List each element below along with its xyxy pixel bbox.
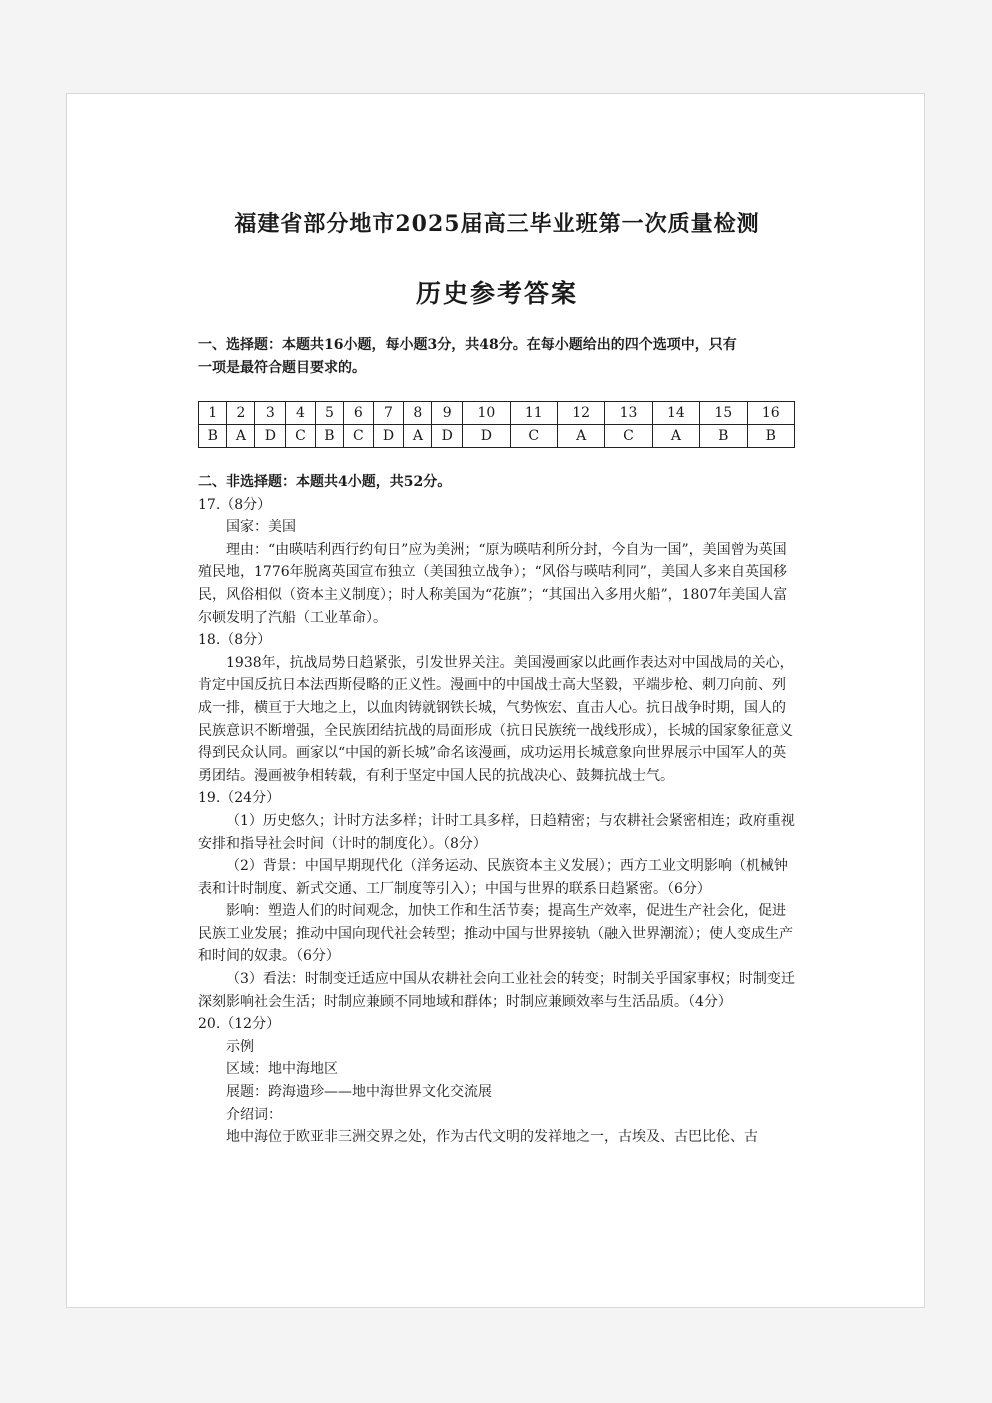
q20-label: 20.（12分） — [198, 1016, 281, 1033]
answer-cell: D — [373, 425, 404, 448]
question-number: 1 — [199, 402, 227, 425]
answer-cell: A — [652, 425, 699, 448]
question-number: 16 — [747, 402, 795, 425]
answer-cell: B — [747, 425, 795, 448]
question-number: 12 — [557, 402, 604, 425]
answer-cell: B — [315, 425, 343, 448]
answer-table-answer-row — [199, 425, 795, 448]
question-number: 11 — [510, 402, 557, 425]
answer-table — [198, 401, 795, 448]
q19-part3: （3）看法：时制变迁适应中国从农耕社会向工业社会的转变；时制关乎国家事权；时制变迁深刻影响社会生活；时制应兼顾不同地域和群体；时制应兼顾效率与生活品质。（4分） — [198, 971, 795, 1010]
answer-cell: D — [463, 425, 510, 448]
q19-part1: （1）历史悠久；计时方法多样；计时工具多样，日趋精密；与农耕社会紧密相连；政府重视安排和指导社会时间（计时的制度化）。（8分） — [198, 812, 795, 852]
answer-cell: B — [199, 425, 227, 448]
q19-label: 19.（24分） — [198, 790, 281, 807]
q20-region: 区域：地中海地区 — [226, 1061, 338, 1078]
answer-cell: A — [404, 425, 432, 448]
question-number: 14 — [652, 402, 699, 425]
q19-part2-impact: 影响：塑造人们的时间观念，加快工作和生活节奏；提高生产效率，促进生产社会化，促进民族工业发展；推动中国向现代社会转型；推动中国与世界接轨（融入世界潮流）；使人变成生产和时间的奴隶。（6分） — [198, 903, 793, 965]
answer-table-number-row — [199, 402, 795, 425]
answer-cell: C — [286, 425, 315, 448]
part1-heading-line2: 一项是最符合题目要求的。 — [198, 359, 366, 376]
question-number: 3 — [255, 402, 286, 425]
document-subtitle: 历史参考答案 — [415, 279, 578, 308]
answer-cell: B — [700, 425, 747, 448]
document-title: 福建省部分地市2025届高三毕业班第一次质量检测 — [234, 211, 760, 237]
part2 — [198, 471, 798, 1149]
answer-cell: D — [432, 425, 463, 448]
q20-intro: 地中海位于欧亚非三洲交界之处，作为古代文明的发祥地之一，古埃及、古巴比伦、古 — [226, 1129, 758, 1146]
answer-cell: C — [510, 425, 557, 448]
question-number: 7 — [373, 402, 404, 425]
q20-example: 示例 — [226, 1038, 254, 1055]
question-number: 6 — [344, 402, 373, 425]
question-number: 4 — [286, 402, 315, 425]
part2-heading: 二、非选择题：本题共4小题，共52分。 — [198, 474, 452, 490]
question-number: 10 — [463, 402, 510, 425]
q19-part2: （2）背景：中国早期现代化（洋务运动、民族资本主义发展）；西方工业文明影响（机械钟表和计时制度、新式交通、工厂制度等引入）；中国与世界的联系日趋紧密。（6分） — [198, 858, 788, 897]
answer-cell: A — [227, 425, 255, 448]
q17-label: 17.（8分） — [198, 496, 272, 513]
question-number: 2 — [227, 402, 255, 425]
q18-label: 18.（8分） — [198, 632, 272, 649]
question-number: 15 — [700, 402, 747, 425]
answer-cell: D — [255, 425, 286, 448]
answer-cell: C — [344, 425, 373, 448]
question-number: 8 — [404, 402, 432, 425]
document-page — [66, 93, 925, 1308]
q17-country: 国家：美国 — [226, 519, 296, 536]
answer-cell: C — [605, 425, 652, 448]
part1-heading-line1: 一、选择题：本题共16小题，每小题3分，共48分。在每小题给出的四个选项中，只有 — [198, 337, 737, 353]
question-number: 9 — [432, 402, 463, 425]
question-number: 13 — [605, 402, 652, 425]
q20-intro-label: 介绍词： — [226, 1106, 282, 1123]
question-number: 5 — [315, 402, 343, 425]
q20-exhibit: 展题：跨海遗珍——地中海世界文化交流展 — [226, 1084, 492, 1101]
q18-text: 1938年，抗战局势日趋紧张，引发世界关注。美国漫画家以此画作表达对中国战局的关心，肯定中国反抗日本法西斯侵略的正义性。漫画中的中国战士高大坚毅，平端步枪、刺刀向前、列成一排，横亘于大地之上，以血肉铸就钢铁长城，气势恢宏、直击人心。抗日战争时期，国人的民族意识不断增强，全民族团结抗战的局面形成（抗日民族统一战线形成），长城的国家象征意义得到民众认同。画家以“中国的新长城”命名该漫画，成功运用长城意象向世界展示中国军人的英勇团结。漫画被争相转载，有利于坚定中国人民的抗战决心、鼓舞抗战士气。 — [198, 654, 794, 784]
part1-heading — [198, 334, 798, 379]
q17-reason: 理由：“由暎咭利西行约旬日”应为美洲；“原为暎咭利所分封，今自为一国”，美国曾为英国殖民地，1776年脱离英国宣布独立（美国独立战争）；“风俗与暎咭利同”，美国人多来自英国移民，风俗相似（资本主义制度）；时人称美国为“花旗”；“其国出入多用火船”，1807年美国人富尔顿发明了汽船（工业革命）。 — [198, 541, 788, 626]
answer-cell: A — [557, 425, 604, 448]
